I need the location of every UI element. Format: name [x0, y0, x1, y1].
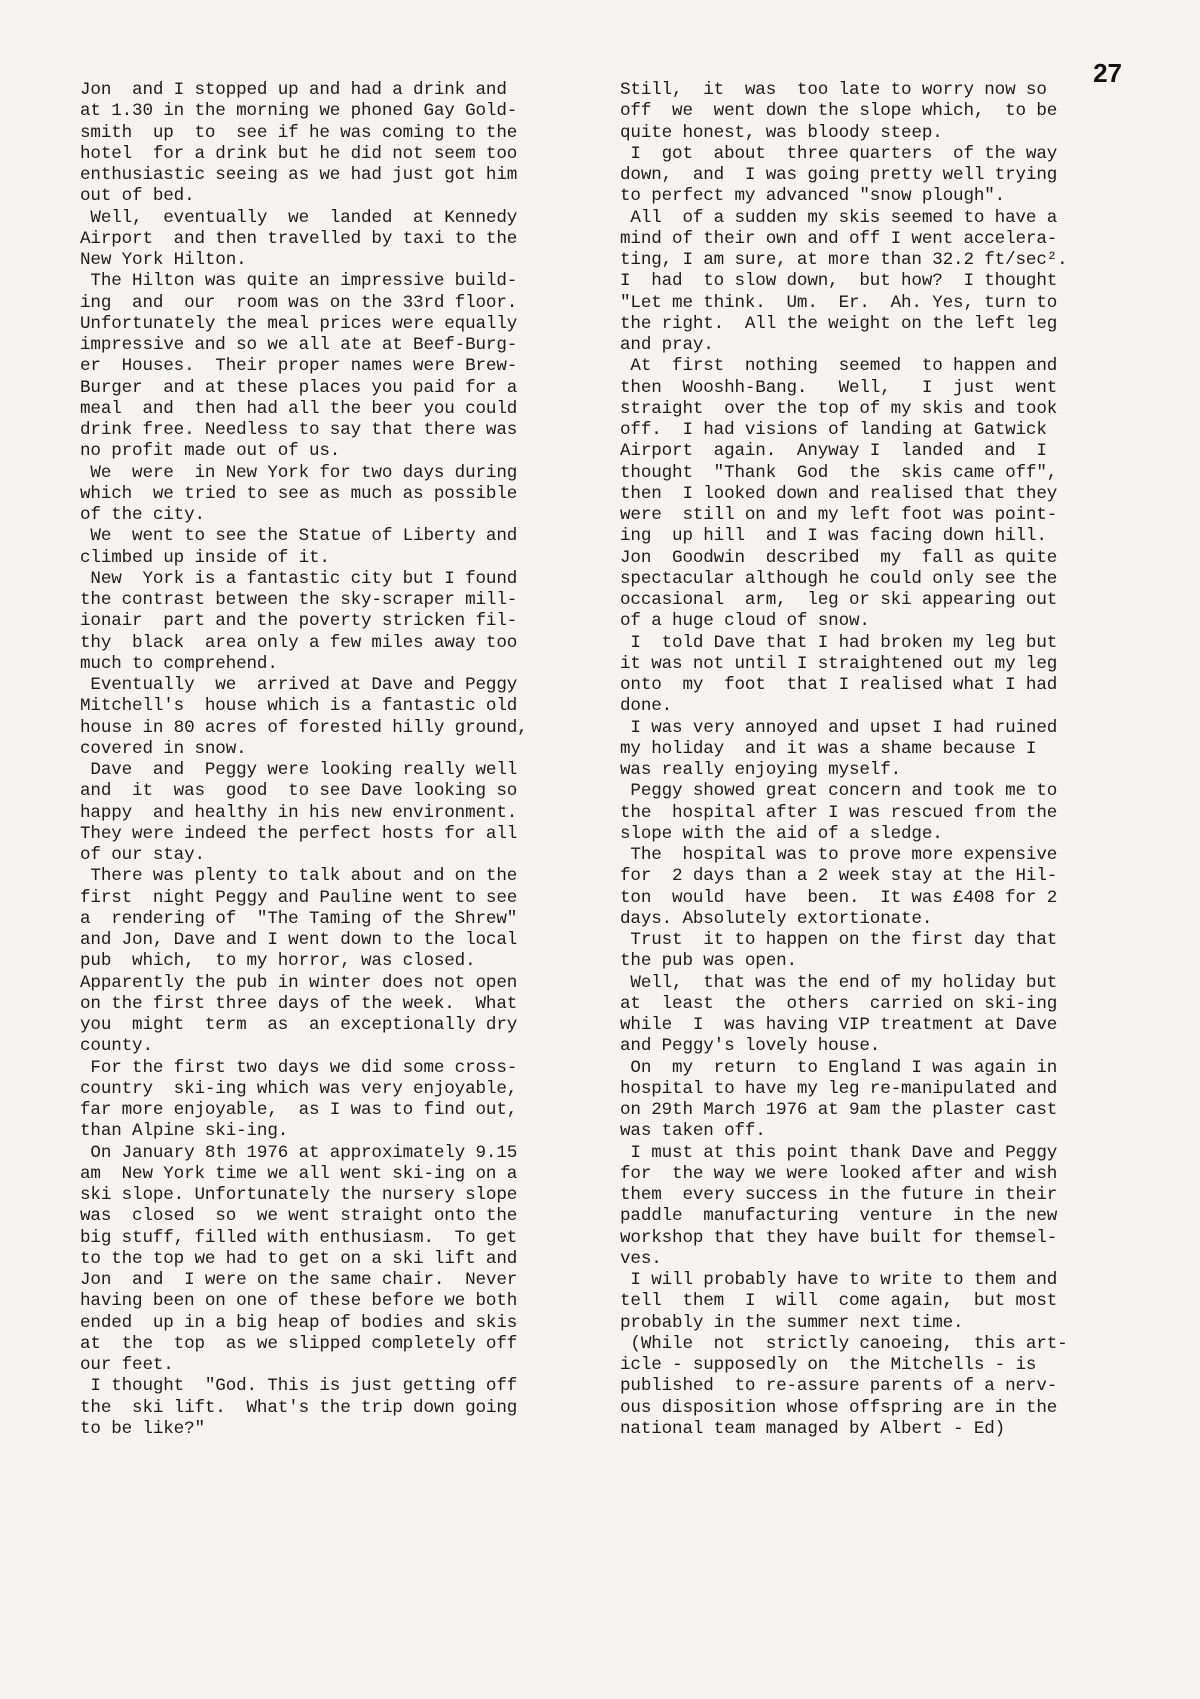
text-line: to be like?"	[80, 1418, 205, 1439]
text-line: thought "Thank God the skis came off",	[620, 462, 1058, 483]
text-line: national team managed by Albert - Ed)	[620, 1418, 1006, 1439]
paragraph	[80, 208, 590, 272]
text-line: I had to slow down, but how? I thought	[620, 271, 1058, 292]
text-line: "Let me think. Um. Er. Ah. Yes, turn to	[620, 292, 1058, 313]
paragraph	[80, 526, 590, 569]
text-line: probably in the summer next time.	[620, 1312, 964, 1333]
text-line: then Wooshh-Bang. Well, I just went	[620, 377, 1058, 398]
text-line: On January 8th 1976 at approximately 9.15	[80, 1142, 518, 1163]
text-line: pub which, to my horror, was closed.	[80, 951, 476, 972]
text-line: my holiday and it was a shame because I	[620, 738, 1037, 759]
text-line: at least the others carried on ski-ing	[620, 993, 1058, 1014]
text-line: ing and our room was on the 33rd floor.	[80, 292, 518, 313]
text-line: at 1.30 in the morning we phoned Gay Gold-	[80, 101, 518, 122]
text-line: ended up in a big heap of bodies and skis	[80, 1312, 518, 1333]
text-line: climbed up inside of it.	[80, 547, 330, 568]
text-line: I was very annoyed and upset I had ruined	[620, 717, 1058, 738]
text-line: to the top we had to get on a ski lift and	[80, 1248, 518, 1269]
paragraph	[620, 633, 1128, 718]
text-line: (While not strictly canoeing, this art-	[620, 1333, 1068, 1354]
text-line: The hospital was to prove more expensive	[620, 845, 1058, 865]
text-line: Burger and at these places you paid for a	[80, 377, 518, 398]
text-line: it was not until I straightened out my leg	[620, 653, 1058, 674]
text-line: Jon and I were on the same chair. Never	[80, 1270, 518, 1290]
text-line: Well, that was the end of my holiday but	[620, 972, 1058, 993]
paragraph	[80, 80, 590, 208]
text-line: enthusiastic seeing as we had just got him	[80, 165, 518, 185]
text-line: covered in snow.	[80, 738, 247, 759]
text-line: Still, it was too late to worry now so	[620, 80, 1047, 100]
text-line: the right. All the weight on the left leg	[620, 313, 1058, 334]
text-line: They were indeed the perfect hosts for all	[80, 823, 518, 844]
text-line: on 29th March 1976 at 9am the plaster cast	[620, 1100, 1058, 1120]
text-line: tell them I will come again, but most	[620, 1291, 1058, 1312]
text-line: quite honest, was bloody steep.	[620, 122, 943, 143]
text-line: I must at this point thank Dave and Peggy	[620, 1142, 1058, 1163]
text-line: a rendering of "The Taming of the Shrew"	[80, 908, 518, 929]
paragraph	[620, 1334, 1128, 1440]
text-line: no profit made out of us.	[80, 441, 341, 462]
text-line: for 2 days than a 2 week stay at the Hil-	[620, 866, 1058, 887]
text-line: the ski lift. What's the trip down going	[80, 1397, 518, 1418]
text-line: I thought "God. This is just getting off	[80, 1376, 518, 1397]
text-line: which we tried to see as much as possible	[80, 483, 518, 504]
text-line: Jon Goodwin described my fall as quite	[620, 547, 1058, 568]
text-line: the hospital after I was rescued from the	[620, 802, 1058, 823]
paragraph	[620, 1270, 1128, 1334]
paragraph	[620, 356, 1128, 632]
text-line: We were in New York for two days during	[80, 462, 518, 483]
text-line: spectacular although he could only see the	[620, 568, 1058, 589]
text-line: our feet.	[80, 1355, 174, 1375]
right-column	[620, 80, 1128, 1440]
text-line: you might term as an exceptionally dry	[80, 1015, 518, 1035]
text-line: Peggy showed great concern and took me to	[620, 781, 1058, 802]
text-line: was really enjoying myself.	[620, 760, 902, 780]
text-line: I will probably have to write to them and	[620, 1270, 1058, 1290]
text-line: down, and I was going pretty well trying	[620, 165, 1058, 185]
text-line: On my return to England I was again in	[620, 1057, 1058, 1078]
text-line: occasional arm, leg or ski appearing out	[620, 590, 1058, 610]
text-line: days. Absolutely extortionate.	[620, 908, 933, 929]
text-line: meal and then had all the beer you could	[80, 398, 518, 419]
text-line: Airport and then travelled by taxi to the	[80, 228, 518, 249]
text-line: than Alpine ski-ing.	[80, 1121, 289, 1142]
left-column	[80, 80, 590, 1440]
paragraph	[620, 80, 1128, 144]
text-line: and it was good to see Dave looking so	[80, 781, 518, 802]
paragraph	[620, 144, 1128, 208]
text-line: much to comprehend.	[80, 653, 278, 674]
text-line: of the city.	[80, 505, 205, 525]
text-line: paddle manufacturing venture in the new	[620, 1206, 1058, 1227]
paragraph	[80, 1058, 590, 1143]
text-line: county.	[80, 1036, 153, 1057]
text-line: am New York time we all went ski-ing on a	[80, 1163, 518, 1184]
paragraph	[620, 781, 1128, 845]
text-line: Apparently the pub in winter does not open	[80, 972, 518, 993]
text-line: then I looked down and realised that they	[620, 483, 1058, 504]
text-line: drink free. Needless to say that there was	[80, 420, 518, 440]
text-line: impressive and so we all ate at Beef-Burg-	[80, 335, 518, 355]
paragraph	[80, 675, 590, 760]
text-line: having been on one of these before we both	[80, 1291, 518, 1312]
paragraph	[80, 463, 590, 527]
text-line: for the way we were looked after and wish	[620, 1163, 1058, 1184]
text-line: of our stay.	[80, 845, 205, 865]
text-line: the contrast between the sky-scraper mill-	[80, 590, 518, 610]
text-line: Well, eventually we landed at Kennedy	[80, 207, 518, 228]
text-line: first night Peggy and Pauline went to see	[80, 887, 518, 908]
text-line: straight over the top of my skis and took	[620, 398, 1058, 419]
text-line: ski slope. Unfortunately the nursery slope	[80, 1185, 518, 1205]
text-line: of a huge cloud of snow.	[620, 611, 870, 632]
text-line: ionair part and the poverty stricken fil-	[80, 611, 518, 632]
text-line: published to re-assure parents of a nerv-	[620, 1376, 1058, 1397]
text-line: New York Hilton.	[80, 250, 247, 270]
text-line: the pub was open.	[620, 951, 797, 972]
text-line: them every success in the future in their	[620, 1185, 1058, 1205]
text-line: ous disposition whose offspring are in the	[620, 1397, 1058, 1418]
text-line: and Jon, Dave and I went down to the local	[80, 930, 518, 950]
paragraph	[80, 271, 590, 462]
text-line: country ski-ing which was very enjoyable,	[80, 1078, 518, 1099]
text-line: icle - supposedly on the Mitchells - is	[620, 1355, 1037, 1375]
text-line: Jon and I stopped up and had a drink and	[80, 80, 507, 100]
text-line: er Houses. Their proper names were Brew-	[80, 356, 518, 377]
text-line: off. I had visions of landing at Gatwick	[620, 420, 1047, 440]
text-line: All of a sudden my skis seemed to have a	[620, 207, 1058, 228]
paragraph	[620, 1058, 1128, 1143]
text-line: while I was having VIP treatment at Dave	[620, 1015, 1058, 1035]
text-line: I told Dave that I had broken my leg but	[620, 632, 1058, 653]
paragraph	[620, 718, 1128, 782]
text-line: far more enjoyable, as I was to find out,	[80, 1100, 518, 1120]
text-line: and pray.	[620, 335, 714, 355]
text-line: done.	[620, 696, 673, 717]
paragraph	[80, 1143, 590, 1377]
text-line: For the first two days we did some cross-	[80, 1057, 518, 1078]
paragraph	[80, 569, 590, 675]
text-line: Eventually we arrived at Dave and Peggy	[80, 675, 518, 695]
text-line: happy and healthy in his new environment.	[80, 802, 518, 823]
text-line: hospital to have my leg re-manipulated and	[620, 1078, 1058, 1099]
text-line: Airport again. Anyway I landed and I	[620, 441, 1047, 462]
paragraph	[620, 930, 1128, 973]
text-line: was taken off.	[620, 1121, 766, 1142]
text-line: were still on and my left foot was point-	[620, 505, 1058, 525]
text-line: smith up to see if he was coming to the	[80, 122, 518, 143]
text-line: off we went down the slope which, to be	[620, 101, 1058, 122]
text-line: The Hilton was quite an impressive build-	[80, 271, 518, 292]
text-line: New York is a fantastic city but I found	[80, 568, 518, 589]
text-line: ting, I am sure, at more than 32.2 ft/sec².	[620, 250, 1068, 270]
text-line: onto my foot that I realised what I had	[620, 675, 1058, 695]
text-line: on the first three days of the week. What	[80, 993, 518, 1014]
text-line: Trust it to happen on the first day that	[620, 930, 1058, 950]
paragraph	[620, 973, 1128, 1058]
page-number: 27	[1093, 58, 1122, 88]
text-line: was closed so we went straight onto the	[80, 1206, 518, 1227]
text-line: hotel for a drink but he did not seem too	[80, 143, 518, 164]
text-line: big stuff, filled with enthusiasm. To get	[80, 1227, 518, 1248]
text-line: ves.	[620, 1248, 662, 1269]
text-line: mind of their own and off I went accelera-	[620, 228, 1058, 249]
paragraph	[80, 866, 590, 1057]
paragraph	[620, 845, 1128, 930]
paragraph	[80, 760, 590, 866]
text-line: There was plenty to talk about and on the	[80, 866, 518, 887]
text-line: ing up hill and I was facing down hill.	[620, 526, 1047, 547]
paragraph	[80, 1376, 590, 1440]
paragraph	[620, 1143, 1128, 1271]
text-line: Unfortunately the meal prices were equally	[80, 313, 518, 334]
text-line: out of bed.	[80, 186, 195, 207]
text-line: At first nothing seemed to happen and	[620, 356, 1058, 377]
text-line: ton would have been. It was £408 for 2	[620, 887, 1058, 908]
text-line: thy black area only a few miles away too	[80, 632, 518, 653]
text-line: I got about three quarters of the way	[620, 143, 1058, 164]
text-line: Mitchell's house which is a fantastic old	[80, 696, 518, 717]
text-line: at the top as we slipped completely off	[80, 1333, 518, 1354]
text-line: house in 80 acres of forested hilly ground,	[80, 717, 528, 738]
text-line: workshop that they have built for themsel-	[620, 1227, 1058, 1248]
paragraph	[620, 208, 1128, 357]
text-line: to perfect my advanced "snow plough".	[620, 186, 1006, 207]
text-line: slope with the aid of a sledge.	[620, 823, 943, 844]
text-line: and Peggy's lovely house.	[620, 1036, 881, 1057]
text-line: We went to see the Statue of Liberty and	[80, 526, 518, 547]
text-line: Dave and Peggy were looking really well	[80, 760, 518, 780]
